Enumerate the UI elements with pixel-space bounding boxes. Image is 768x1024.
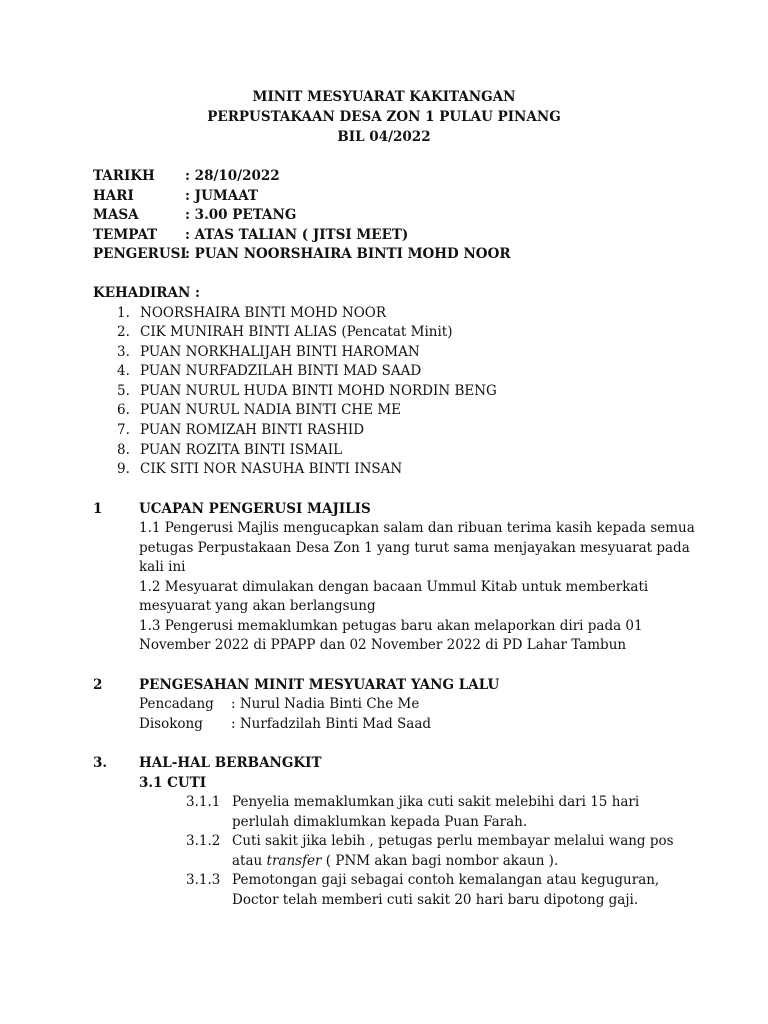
section-2-number: 2 — [93, 677, 103, 693]
attendee-name: PUAN NURFADZILAH BINTI MAD SAAD — [140, 363, 422, 379]
attendee-item — [117, 342, 420, 362]
section-1-line: kali ini — [139, 559, 186, 575]
item-text: atau — [232, 853, 267, 869]
section-1-line: 1.3 Pengerusi memaklumkan petugas baru akan melaporkan diri pada 01 — [139, 618, 643, 634]
kehadiran-heading: KEHADIRAN : — [93, 285, 200, 301]
attendee-item — [117, 420, 364, 440]
kv-key: Pencadang — [139, 696, 214, 712]
attendee-item — [117, 440, 342, 460]
meta-value: : JUMAAT — [185, 188, 259, 204]
meta-key: MASA — [93, 207, 139, 223]
attendee-name: PUAN ROZITA BINTI ISMAIL — [140, 442, 343, 458]
meta-row-masa — [93, 205, 296, 225]
attendee-name: NOORSHAIRA BINTI MOHD NOOR — [140, 305, 387, 321]
meta-value: : ATAS TALIAN ( JITSI MEET) — [185, 227, 409, 243]
attendee-item — [117, 303, 386, 323]
section-1-line: November 2022 di PPAPP dan 02 November 2022 di PD Lahar Tambun — [139, 637, 627, 653]
item-number: 3.1.3 — [186, 872, 221, 888]
disokong-row — [139, 714, 431, 734]
attendee-name: CIK MUNIRAH BINTI ALIAS (Pencatat Minit) — [140, 324, 453, 340]
attendee-name: PUAN NURUL HUDA BINTI MOHD NORDIN BENG — [140, 383, 497, 399]
item-line: Pemotongan gaji sebagai contoh kemalangan atau keguguran, — [232, 872, 660, 888]
attendee-name: CIK SITI NOR NASUHA BINTI INSAN — [140, 461, 403, 477]
attendee-item — [117, 381, 497, 401]
attendee-item — [117, 459, 402, 479]
attendee-name: PUAN NORKHALIJAH BINTI HAROMAN — [140, 344, 420, 360]
section-3-title: HAL-HAL BERBANGKIT — [139, 755, 322, 771]
meta-value: : 3.00 PETANG — [185, 207, 297, 223]
attendee-number: 8. — [117, 442, 130, 458]
doc-title-line2: PERPUSTAKAAN DESA ZON 1 PULAU PINANG — [207, 109, 561, 125]
kv-key: Disokong — [139, 716, 203, 732]
section-1-title: UCAPAN PENGERUSI MAJILIS — [139, 501, 371, 517]
item-line: perlulah dimaklumkan kepada Puan Farah. — [232, 814, 528, 830]
meta-value: : 28/10/2022 — [185, 168, 280, 184]
meta-key: PENGERUSI — [93, 246, 187, 262]
section-1-line: 1.2 Mesyuarat dimulakan dengan bacaan Ummul Kitab untuk memberkati — [139, 579, 649, 595]
attendee-item — [117, 361, 421, 381]
attendee-name: PUAN NURUL NADIA BINTI CHE ME — [140, 402, 402, 418]
meta-key: TARIKH — [93, 168, 155, 184]
item-line: Cuti sakit jika lebih , petugas perlu membayar melalui wang pos — [232, 833, 674, 849]
section-1-number: 1 — [93, 501, 103, 517]
attendee-number: 3. — [117, 344, 130, 360]
section-2-title: PENGESAHAN MINIT MESYUARAT YANG LALU — [139, 677, 500, 693]
pencadang-row — [139, 694, 419, 714]
meta-row-tarikh — [93, 166, 280, 186]
attendee-item — [117, 400, 401, 420]
attendee-name: PUAN ROMIZAH BINTI RASHID — [140, 422, 365, 438]
attendee-number: 9. — [117, 461, 130, 477]
italic-term: transfer — [266, 853, 322, 869]
attendee-number: 7. — [117, 422, 130, 438]
item-line: Penyelia memaklumkan jika cuti sakit melebihi dari 15 hari — [232, 794, 640, 810]
item-line — [232, 851, 558, 871]
meta-key: HARI — [93, 188, 134, 204]
meta-row-pengerusi — [93, 244, 511, 264]
section-1-line: mesyuarat yang akan berlangsung — [139, 598, 376, 614]
attendee-number: 6. — [117, 402, 130, 418]
meta-row-hari — [93, 186, 258, 206]
doc-title-line1: MINIT MESYUARAT KAKITANGAN — [252, 89, 516, 105]
section-1-line: petugas Perpustakaan Desa Zon 1 yang turut sama menjayakan mesyuarat pada — [139, 540, 690, 556]
attendee-number: 4. — [117, 363, 130, 379]
kv-value: : Nurfadzilah Binti Mad Saad — [231, 716, 432, 732]
meta-value: : PUAN NOORSHAIRA BINTI MOHD NOOR — [185, 246, 511, 262]
attendee-number: 2. — [117, 324, 130, 340]
item-text: ( PNM akan bagi nombor akaun ). — [321, 853, 559, 869]
meta-key: TEMPAT — [93, 227, 158, 243]
doc-title-line3: BIL 04/2022 — [337, 129, 431, 145]
attendee-number: 5. — [117, 383, 130, 399]
item-number: 3.1.1 — [186, 794, 221, 810]
attendee-number: 1. — [117, 305, 130, 321]
item-line: Doctor telah memberi cuti sakit 20 hari baru dipotong gaji. — [232, 892, 639, 908]
section-1-line: 1.1 Pengerusi Majlis mengucapkan salam dan ribuan terima kasih kepada semua — [139, 520, 695, 536]
kv-value: : Nurul Nadia Binti Che Me — [231, 696, 420, 712]
section-3-number: 3. — [93, 755, 108, 771]
attendee-item — [117, 322, 452, 342]
meta-row-tempat — [93, 225, 408, 245]
section-3-subtitle: 3.1 CUTI — [139, 775, 207, 791]
item-number: 3.1.2 — [186, 833, 221, 849]
